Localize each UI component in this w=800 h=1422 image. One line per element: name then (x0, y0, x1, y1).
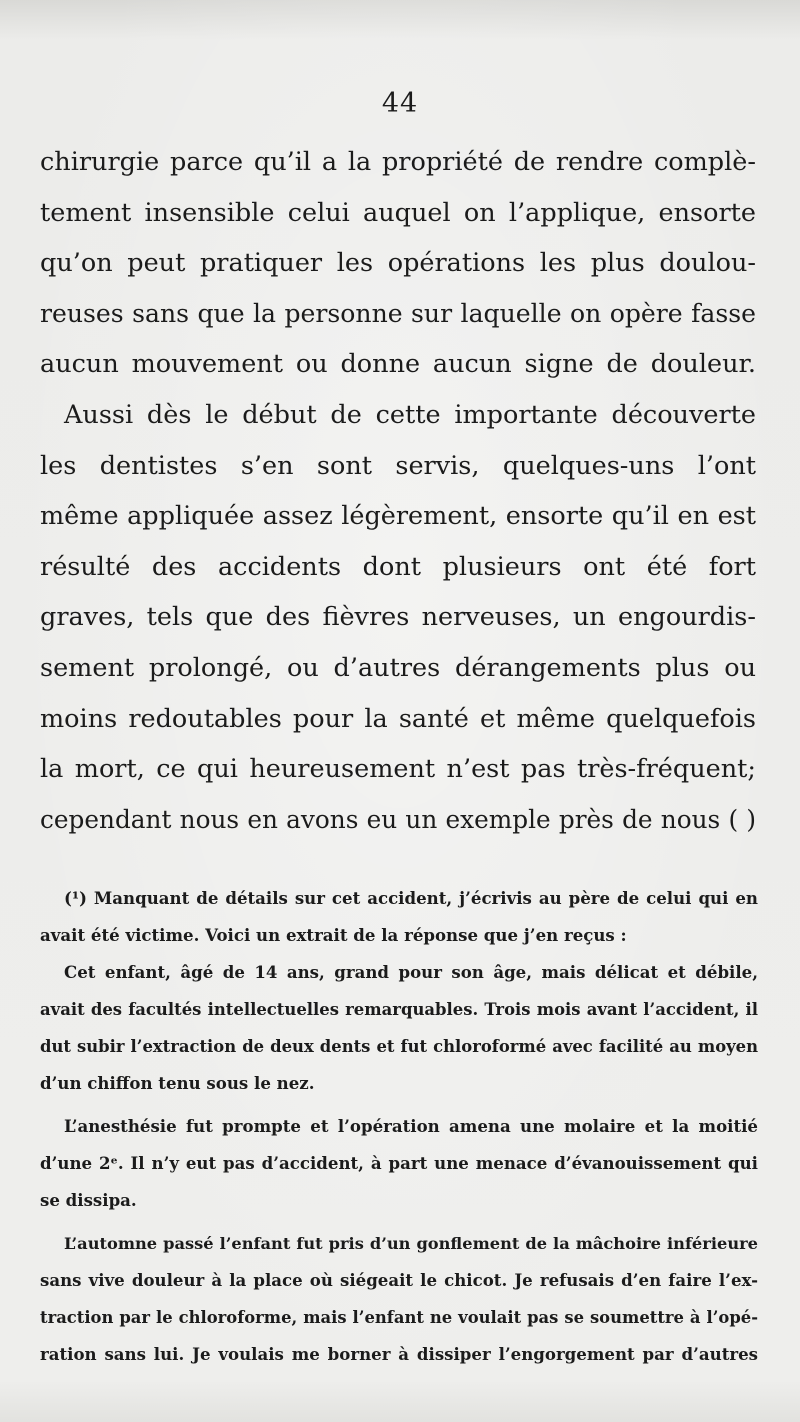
text-line: tement insensible celui auquel on l’applique, ensorte (40, 197, 756, 228)
footnote-line: avait été victime. Voici un extrait de la réponse que j’en reçus : (40, 925, 627, 945)
footnote-line: d’un chiffon tenu sous le nez. (40, 1073, 315, 1093)
footnote-line: d’une 2ᵉ. Il n’y eut pas d’accident, à part une menace d’évanouissement qui (40, 1153, 758, 1173)
footnote-line: sans vive douleur à la place où siégeait le chicot. Je refusais d’en faire l’ex- (40, 1270, 758, 1290)
footnote-line: (¹) Manquant de détails sur cet accident, j’écrivis au père de celui qui en (64, 888, 758, 908)
text-line: qu’on peut pratiquer les opérations les plus doulou- (40, 248, 756, 279)
footnote-line: L’automne passé l’enfant fut pris d’un gonflement de la mâchoire inférieure (64, 1234, 758, 1253)
text-line: la mort, ce qui heureusement n’est pas très-fréquent; (40, 754, 756, 785)
paragraph-2 (40, 390, 756, 845)
footnote-3 (40, 1108, 758, 1219)
footnote-line: avait des facultés intellectuelles remarquables. Trois mois avant l’accident, il (40, 1000, 758, 1019)
text-line: aucun mouvement ou donne aucun signe de douleur. (40, 349, 756, 380)
text-line: même appliquée assez légèrement, ensorte qu’il en est (40, 501, 756, 532)
text-line: cependant nous en avons eu un exemple près de nous ( ) (40, 804, 756, 834)
text-line: reuses sans que la personne sur laquelle on opère fasse (40, 298, 756, 328)
footnote-2 (40, 954, 758, 1102)
footnote-line: dut subir l’extraction de deux dents et fut chloroformé avec facilité au moyen (40, 1037, 758, 1056)
footnote-line: Cet enfant, âgé de 14 ans, grand pour son âge, mais délicat et débile, (64, 962, 758, 982)
footnote-line: ration sans lui. Je voulais me borner à dissiper l’engorgement par d’autres (40, 1344, 758, 1364)
main-text (40, 137, 756, 845)
footnotes (40, 880, 758, 1373)
text-line: graves, tels que des fièvres nerveuses, un engourdis- (40, 602, 756, 633)
footnote-line: traction par le chloroforme, mais l’enfant ne voulait pas se soumettre à l’opé- (40, 1308, 758, 1327)
text-line: les dentistes s’en sont servis, quelques-uns l’ont (40, 450, 756, 481)
footnote-line: L’anesthésie fut prompte et l’opération amena une molaire et la moitié (64, 1116, 758, 1136)
text-line: résulté des accidents dont plusieurs ont été fort (40, 551, 756, 582)
text-line: Aussi dès le début de cette importante découverte (64, 399, 756, 430)
text-line: moins redoutables pour la santé et même quelquefois (40, 703, 756, 734)
footnote-4 (40, 1225, 758, 1373)
paragraph-1 (40, 137, 756, 390)
page-number: 44 (381, 88, 419, 119)
text-line: sement prolongé, ou d’autres dérangements plus ou (40, 652, 756, 683)
text-line: chirurgie parce qu’il a la propriété de rendre complè- (40, 147, 756, 177)
footnote-line: se dissipa. (40, 1190, 137, 1210)
footnote-1 (40, 880, 758, 954)
